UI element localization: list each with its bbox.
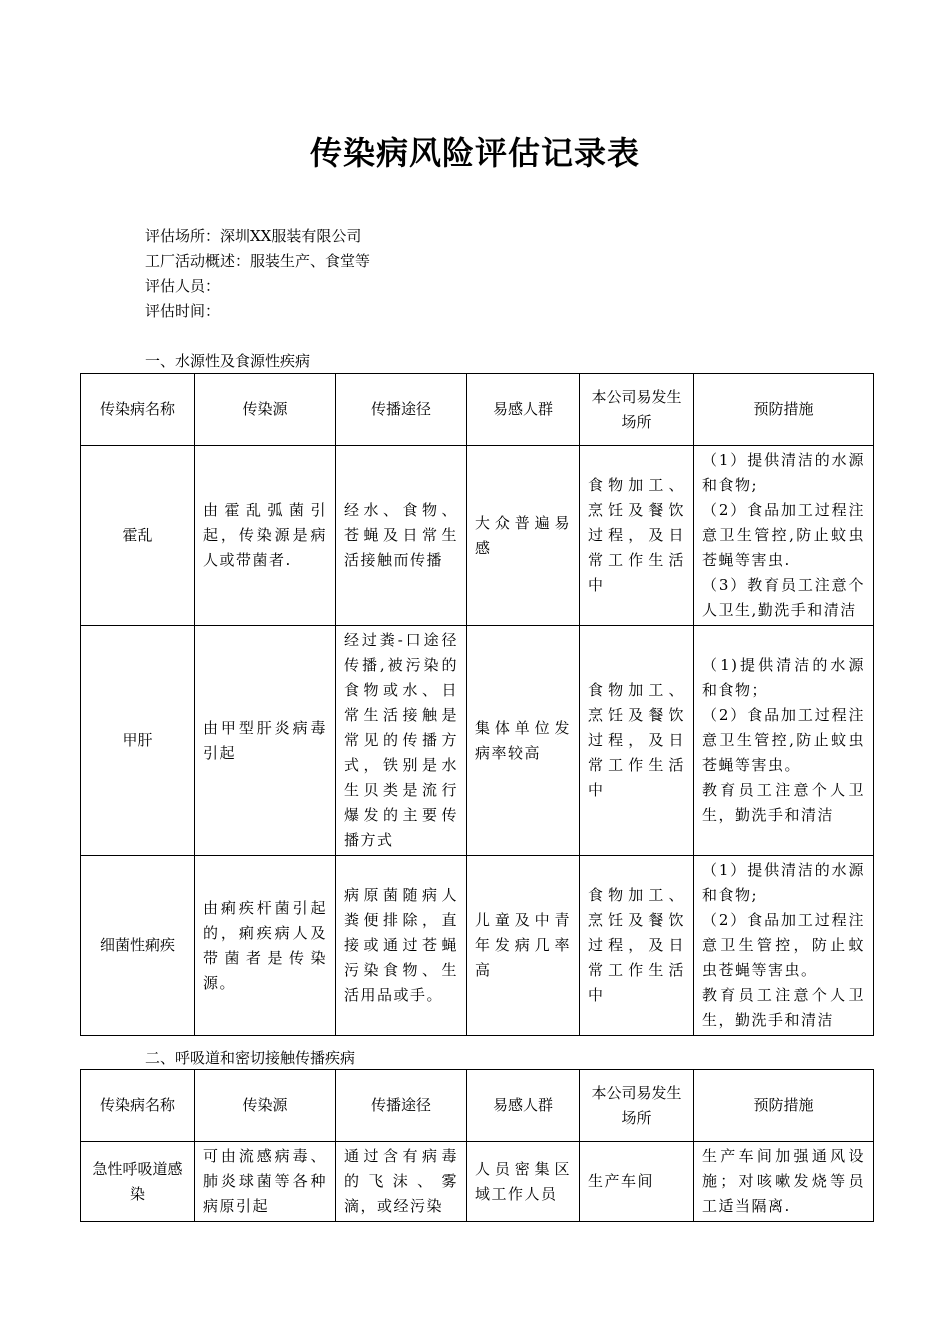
prevention-measures xyxy=(694,856,874,1036)
transmission-route: 经过粪-口途径传播,被污染的食物或水、日常生活接触是常见的传播方式，铁别是水生贝类是流行爆发的主要传播方式 xyxy=(336,626,467,856)
table-row xyxy=(81,446,874,626)
prevention-item: （1)提供清洁的水源和食物； xyxy=(702,656,865,699)
prevention-item: （3）教育员工注意个人卫生,勤洗手和清洁 xyxy=(702,576,865,619)
occurrence-place: 食物加工、烹饪及餐饮过程，及日常工作生活中 xyxy=(580,626,694,856)
section-1-heading: 一、水源性及食源性疾病 xyxy=(145,352,311,370)
occurrence-place: 食物加工、烹饪及餐饮过程，及日常工作生活中 xyxy=(580,856,694,1036)
document-title: 传染病风险评估记录表 xyxy=(309,134,640,172)
header-source: 传染源 xyxy=(195,1070,336,1142)
prevention-item: （1）提供清洁的水源和食物; xyxy=(702,861,865,904)
prevention-item: 生产车间加强通风设施；对咳嗽发烧等员工适当隔离. xyxy=(702,1147,865,1215)
table-row xyxy=(81,856,874,1036)
transmission-route: 经水、食物、苍蝇及日常生活接触而传播 xyxy=(336,446,467,626)
section-2-table xyxy=(80,1069,874,1222)
table-header-row xyxy=(81,1070,874,1142)
factory-activity: 工厂活动概述：服装生产、食堂等 xyxy=(145,252,371,270)
header-place: 本公司易发生场所 xyxy=(580,1070,694,1142)
table-row xyxy=(81,1142,874,1222)
header-prevention: 预防措施 xyxy=(694,374,874,446)
prevention-item: 教育员工注意个人卫生，勤洗手和清洁 xyxy=(702,986,865,1029)
header-susceptible: 易感人群 xyxy=(467,1070,580,1142)
assessment-location: 评估场所：深圳XX服装有限公司 xyxy=(145,227,362,245)
prevention-item: （2）食品加工过程注意卫生管控,防止蚊虫苍蝇等害虫. xyxy=(702,501,865,569)
header-place: 本公司易发生场所 xyxy=(580,374,694,446)
susceptible-group: 集体单位发病率较高 xyxy=(467,626,580,856)
prevention-measures xyxy=(694,1142,874,1222)
susceptible-group: 儿童及中青年发病几率高 xyxy=(467,856,580,1036)
assessment-info xyxy=(145,224,370,324)
disease-source: 可由流感病毒、肺炎球菌等各种病原引起 xyxy=(195,1142,336,1222)
disease-name: 细菌性痢疾 xyxy=(81,856,195,1036)
header-source: 传染源 xyxy=(195,374,336,446)
susceptible-group: 大众普遍易感 xyxy=(467,446,580,626)
header-prevention: 预防措施 xyxy=(694,1070,874,1142)
header-disease-name: 传染病名称 xyxy=(81,1070,195,1142)
occurrence-place: 生产车间 xyxy=(580,1142,694,1222)
transmission-route: 病原菌随病人粪便排除，直接或通过苍蝇污染食物、生活用品或手。 xyxy=(336,856,467,1036)
disease-source: 由霍乱弧菌引起，传染源是病人或带菌者. xyxy=(195,446,336,626)
transmission-route: 通过含有病毒的飞沫、雾滴，或经污染 xyxy=(336,1142,467,1222)
disease-name: 甲肝 xyxy=(81,626,195,856)
section-2-heading: 二、呼吸道和密切接触传播疾病 xyxy=(145,1049,356,1067)
disease-source: 由甲型肝炎病毒引起 xyxy=(195,626,336,856)
assessor: 评估人员： xyxy=(145,277,221,295)
occurrence-place: 食物加工、烹饪及餐饮过程，及日常工作生活中 xyxy=(580,446,694,626)
disease-name: 霍乱 xyxy=(81,446,195,626)
prevention-measures xyxy=(694,626,874,856)
header-susceptible: 易感人群 xyxy=(467,374,580,446)
susceptible-group: 人员密集区域工作人员 xyxy=(467,1142,580,1222)
header-route: 传播途径 xyxy=(336,1070,467,1142)
header-disease-name: 传染病名称 xyxy=(81,374,195,446)
disease-name: 急性呼吸道感染 xyxy=(81,1142,195,1222)
assessment-time: 评估时间： xyxy=(145,302,221,320)
section-1-table xyxy=(80,373,874,1036)
prevention-item: （1）提供清洁的水源和食物; xyxy=(702,451,865,494)
prevention-measures xyxy=(694,446,874,626)
table-header-row xyxy=(81,374,874,446)
header-route: 传播途径 xyxy=(336,374,467,446)
prevention-item: （2）食品加工过程注意卫生管控，防止蚊虫苍蝇等害虫。 xyxy=(702,911,865,979)
table-row xyxy=(81,626,874,856)
prevention-item: 教育员工注意个人卫生，勤洗手和清洁 xyxy=(702,781,865,824)
disease-source: 由痢疾杆菌引起的，痢疾病人及带菌者是传染源。 xyxy=(195,856,336,1036)
prevention-item: （2）食品加工过程注意卫生管控,防止蚊虫苍蝇等害虫。 xyxy=(702,706,865,774)
